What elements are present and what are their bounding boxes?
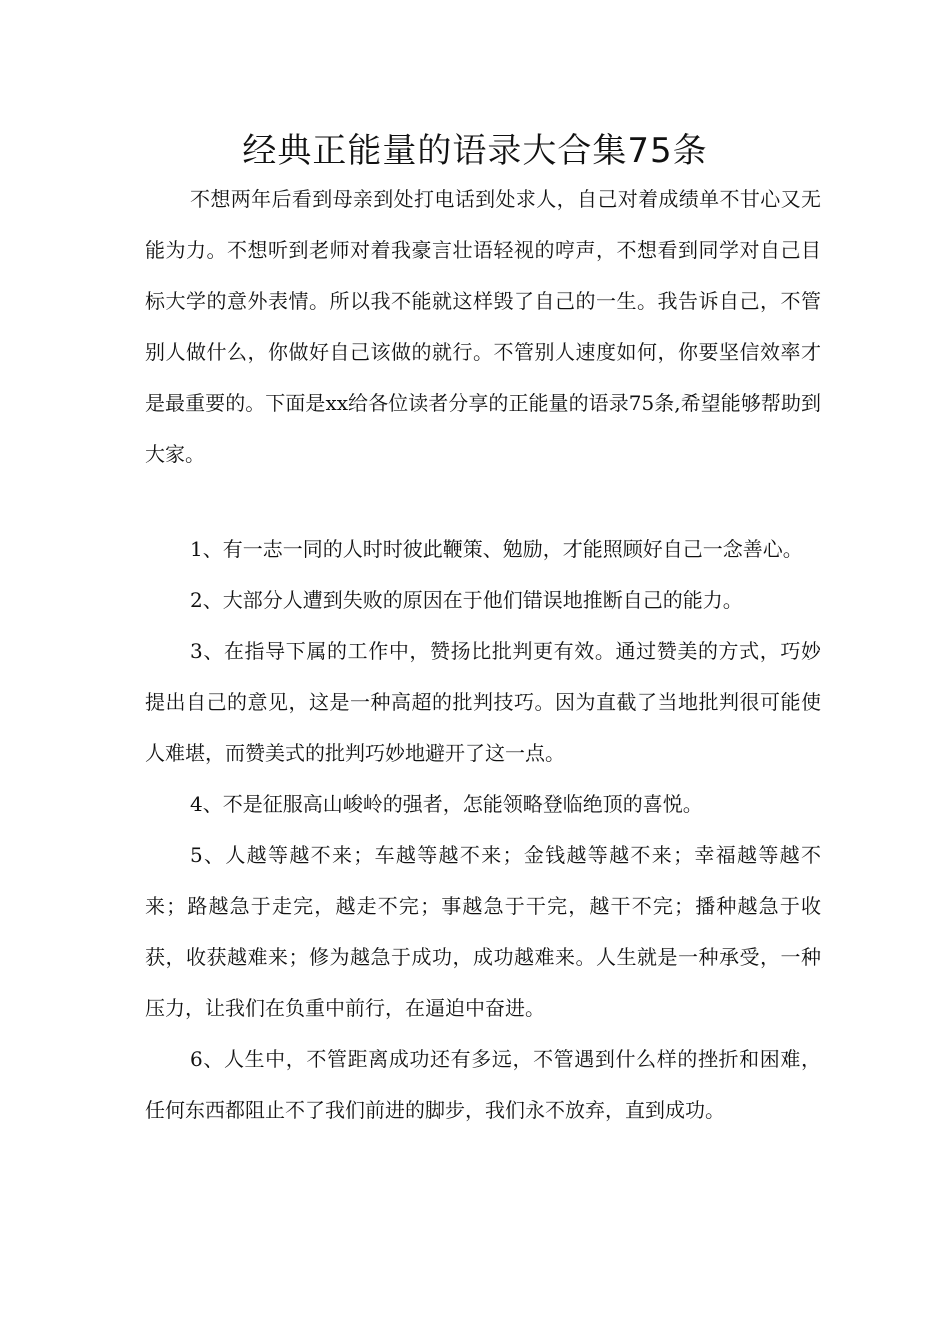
document-title: 经典正能量的语录大合集75条: [242, 131, 708, 171]
quote-item-5: 5、人越等越不来；车越等越不来；金钱越等越不来；幸福越等越不来；路越急于走完，越走不完；事越急于干完，越干不完；播种越急于收获，收获越难来；修为越急于成功，成功越难来。人生就是一种承受，一种压力，让我们在负重中前行，在逼迫中奋进。: [145, 843, 821, 1020]
quote-item-3: 3、在指导下属的工作中，赞扬比批判更有效。通过赞美的方式，巧妙提出自己的意见，这是一种高超的批判技巧。因为直截了当地批判很可能使人难堪，而赞美式的批判巧妙地避开了这一点。: [145, 639, 821, 765]
intro-paragraph: 不想两年后看到母亲到处打电话到处求人，自己对着成绩单不甘心又无能为力。不想听到老师对着我豪言壮语轻视的哼声，不想看到同学对自己目标大学的意外表情。所以我不能就这样毁了自己的一生。我告诉自己，不管别人做什么，你做好自己该做的就行。不管别人速度如何，你要坚信效率才是最重要的。下面是xx给各位读者分享的正能量的语录75条,希望能够帮助到大家。: [145, 187, 821, 466]
quote-item-4: 4、不是征服高山峻岭的强者，怎能领略登临绝顶的喜悦。: [190, 792, 703, 816]
quote-item-2: 2、大部分人遭到失败的原因在于他们错误地推断自己的能力。: [190, 588, 743, 612]
intro-section: [145, 174, 821, 480]
quote-item-6: 6、人生中，不管距离成功还有多远，不管遇到什么样的挫折和困难，任何东西都阻止不了我们前进的脚步，我们永不放弃，直到成功。: [145, 1047, 821, 1122]
quote-item-1: 1、有一志一同的人时时彼此鞭策、勉励，才能照顾好自己一念善心。: [190, 537, 803, 561]
quote-list: [145, 524, 821, 1136]
